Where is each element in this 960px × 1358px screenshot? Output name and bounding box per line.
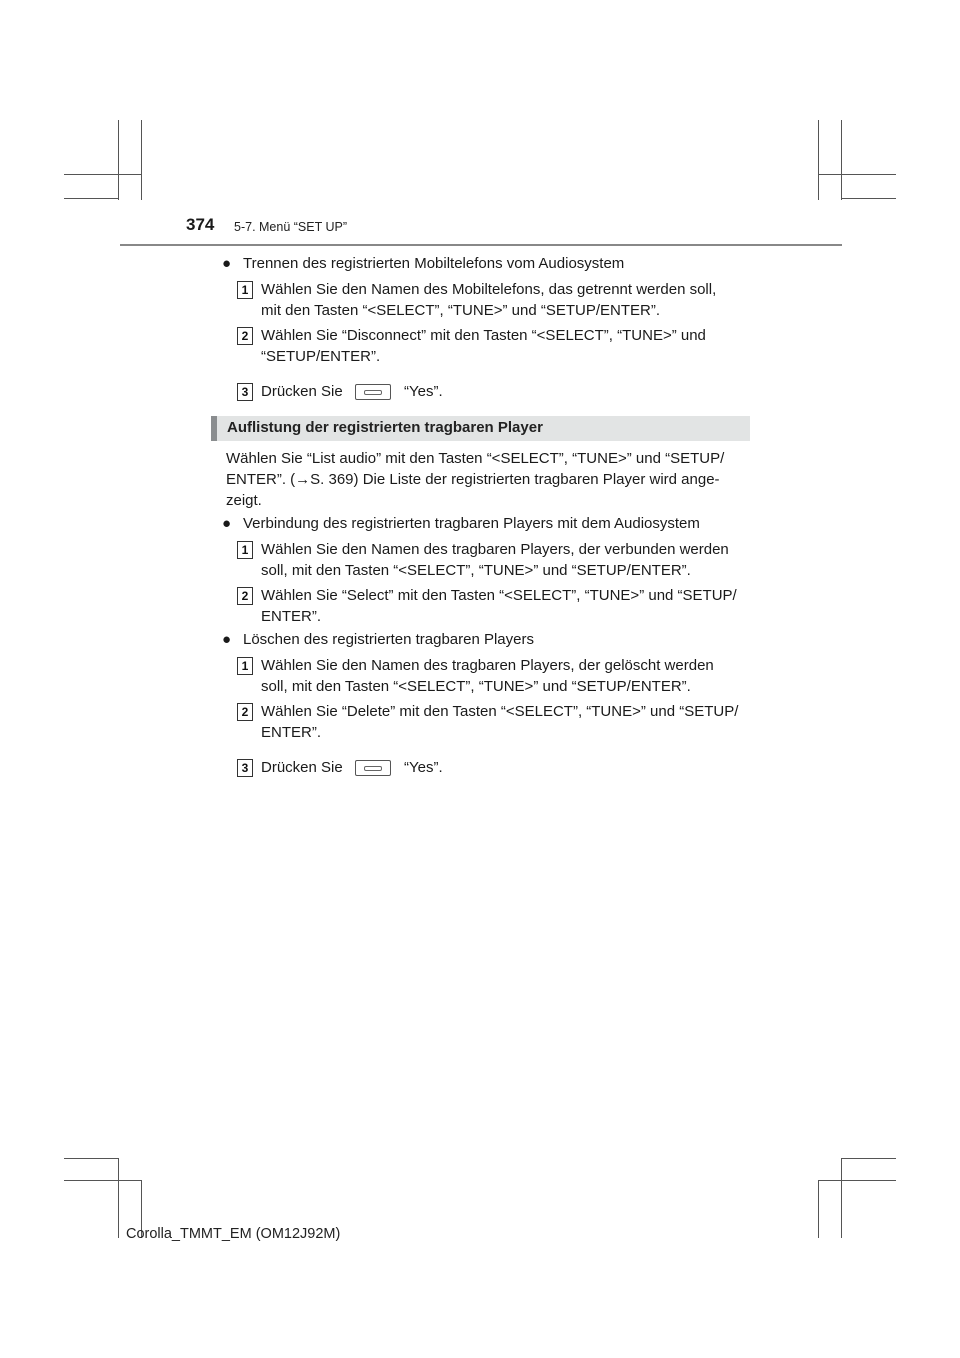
step-text-after: “Yes”. <box>404 383 443 400</box>
step-number: 1 <box>237 281 253 299</box>
header-rule <box>120 244 842 246</box>
step-number: 1 <box>237 541 253 559</box>
step-text-line: Wählen Sie den Namen des tragbaren Players, der gelöscht werden <box>261 657 714 674</box>
crop-mark <box>64 1180 141 1181</box>
section-title: 5-7. Menü “SET UP” <box>234 220 348 234</box>
crop-mark <box>118 120 119 200</box>
step-number: 1 <box>237 657 253 675</box>
step-text-line: soll, mit den Tasten “<SELECT”, “TUNE>” und “SETUP/ENTER”. <box>261 562 691 579</box>
step-number: 2 <box>237 327 253 345</box>
step-text-line: Wählen Sie “Delete” mit den Tasten “<SELECT”, “TUNE>” und “SETUP/ <box>261 703 739 720</box>
step-text-line: ENTER”. <box>261 608 321 625</box>
crop-mark <box>64 198 119 199</box>
step-text-line: Wählen Sie “Select” mit den Tasten “<SELECT”, “TUNE>” und “SETUP/ <box>261 587 737 604</box>
step-text-line: mit den Tasten “<SELECT”, “TUNE>” und “SETUP/ENTER”. <box>261 302 661 319</box>
crop-mark <box>64 1158 119 1159</box>
crop-mark <box>841 120 842 200</box>
crop-mark <box>818 1180 896 1181</box>
step-number: 2 <box>237 587 253 605</box>
step-text-before: Drücken Sie <box>261 383 343 400</box>
step-text-line: “SETUP/ENTER”. <box>261 348 381 365</box>
crop-mark <box>141 120 142 200</box>
step-number: 2 <box>237 703 253 721</box>
intro-line: ENTER”. (→S. 369) Die Liste der registrierten tragbaren Player wird ange- <box>226 471 720 488</box>
crop-mark <box>818 1180 819 1238</box>
subheading-title: Auflistung der registrierten tragbaren Player <box>227 419 543 436</box>
bullet-icon: ● <box>222 631 232 648</box>
step-number: 3 <box>237 759 253 777</box>
bullet-icon: ● <box>222 515 232 532</box>
button-icon <box>355 384 391 400</box>
button-icon <box>355 760 391 776</box>
bullet-icon: ● <box>222 255 232 272</box>
bullet-heading: Trennen des registrierten Mobiltelefons vom Audiosystem <box>243 255 625 272</box>
step-text-line: Wählen Sie den Namen des Mobiltelefons, das getrennt werden soll, <box>261 281 717 298</box>
crop-mark <box>841 1158 842 1238</box>
subheading-bar <box>211 416 750 441</box>
step-text-after: “Yes”. <box>404 759 443 776</box>
step-text-line: soll, mit den Tasten “<SELECT”, “TUNE>” und “SETUP/ENTER”. <box>261 678 691 695</box>
step-text-line: ENTER”. <box>261 724 321 741</box>
step-text-line: Wählen Sie den Namen des tragbaren Players, der verbunden werden <box>261 541 729 558</box>
step-text-before: Drücken Sie <box>261 759 343 776</box>
crop-mark <box>118 1158 119 1238</box>
crop-mark <box>841 1158 896 1159</box>
step-number: 3 <box>237 383 253 401</box>
intro-line: Wählen Sie “List audio” mit den Tasten “<SELECT”, “TUNE>” und “SETUP/ <box>226 450 725 467</box>
step-text-line: Wählen Sie “Disconnect” mit den Tasten “<SELECT”, “TUNE>” und <box>261 327 706 344</box>
crop-mark <box>64 174 141 175</box>
intro-line: zeigt. <box>226 492 262 509</box>
crop-mark <box>841 198 896 199</box>
bullet-heading: Löschen des registrierten tragbaren Players <box>243 631 534 648</box>
page-number: 374 <box>186 215 215 234</box>
bullet-heading: Verbindung des registrierten tragbaren Players mit dem Audiosystem <box>243 515 700 532</box>
crop-mark <box>818 120 819 200</box>
crop-mark <box>818 174 896 175</box>
footer-doc-id: Corolla_TMMT_EM (OM12J92M) <box>126 1226 341 1242</box>
